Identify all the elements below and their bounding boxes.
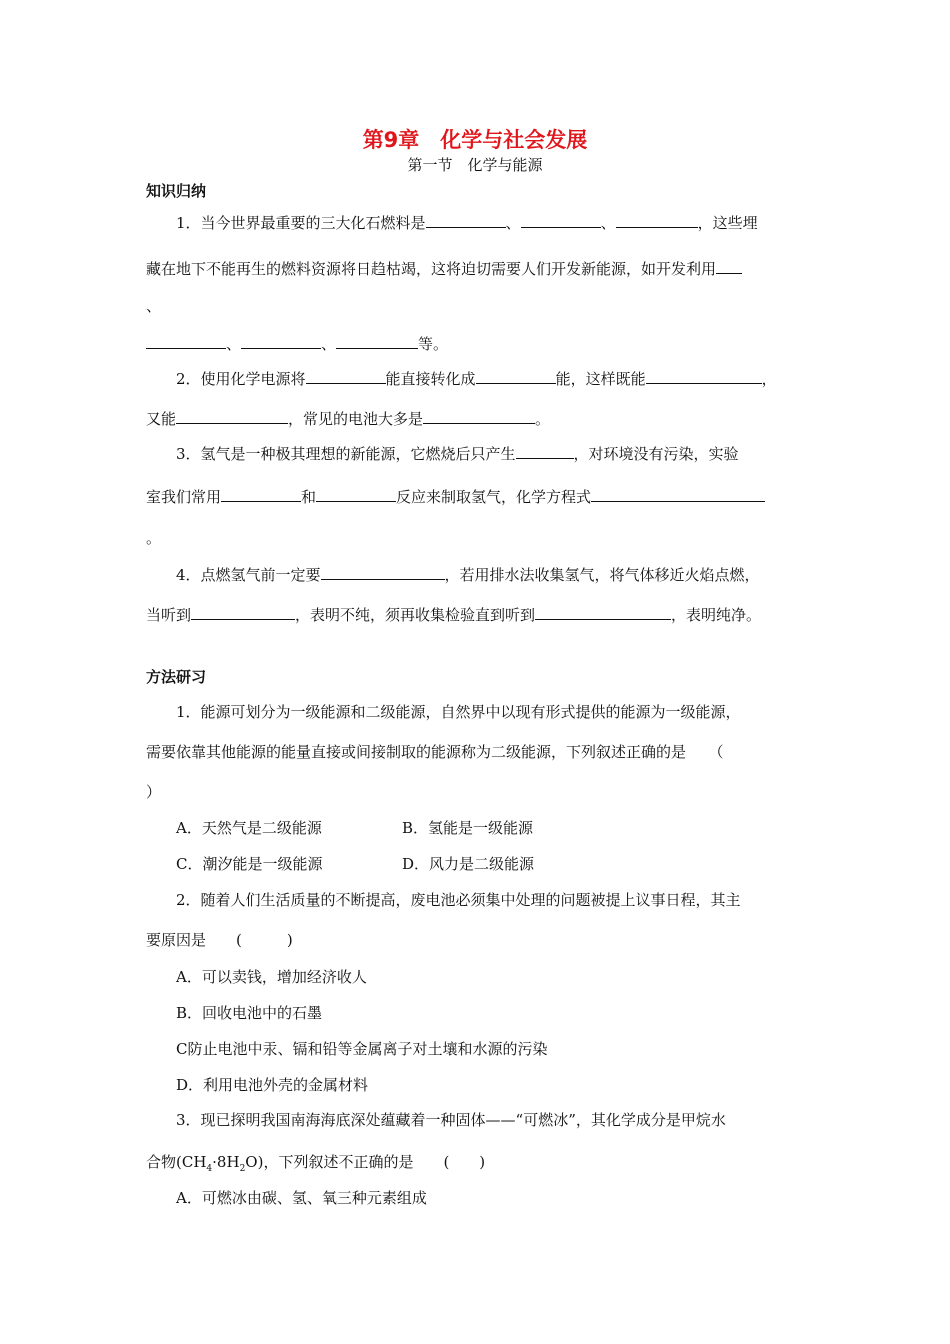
blank[interactable] — [591, 486, 765, 502]
section-subtitle: 第一节 化学与能源 — [407, 156, 543, 174]
blank[interactable] — [146, 333, 226, 349]
blank[interactable] — [616, 212, 698, 228]
k2-line2: 又能 ，常见的电池大多是 。 — [146, 410, 551, 428]
blank[interactable] — [426, 212, 506, 228]
k3-line3: 。 — [146, 529, 162, 547]
blank[interactable] — [423, 408, 535, 424]
blank[interactable] — [516, 443, 574, 459]
m1-line2: 需要依靠其他能源的能量直接或间接制取的能源称为二级能源，下列叙述正确的是 （ — [146, 743, 724, 761]
k2-line1: 2．使用化学电源将 能直接转化成 能，这样既能 ， — [176, 370, 777, 388]
k1-line3: 、 — [146, 297, 162, 315]
m3-line1: 3．现已探明我国南海海底深处蕴藏着一种固体——“可燃冰”，其化学成分是甲烷水 — [176, 1111, 726, 1129]
blank[interactable] — [521, 212, 601, 228]
blank[interactable] — [646, 368, 762, 384]
blank[interactable] — [321, 564, 445, 580]
m3-option-a[interactable]: A．可燃冰由碳、氢、氧三种元素组成 — [176, 1189, 427, 1207]
k4-line1: 4．点燃氢气前一定要 ，若用排水法收集氢气，将气体移近火焰点燃， — [176, 566, 760, 584]
m1-option-b[interactable]: B．氢能是一级能源 — [402, 819, 534, 837]
m2-option-d[interactable]: D．利用电池外壳的金属材料 — [176, 1076, 369, 1094]
m1-option-d[interactable]: D．风力是二级能源 — [402, 855, 535, 873]
blank[interactable] — [241, 333, 321, 349]
blank[interactable] — [476, 368, 556, 384]
heading-method-study: 方法研习 — [146, 668, 207, 686]
m3-line2: 合物$(CH_4\cdot 8H_2O)$，下列叙述不正确的是 ( ) — [146, 1153, 486, 1174]
blank[interactable] — [221, 486, 301, 502]
blank[interactable] — [535, 604, 671, 620]
m2-line1: 2．随着人们生活质量的不断提高，废电池必须集中处理的问题被提上议事日程，其主 — [176, 891, 741, 909]
blank[interactable] — [336, 333, 418, 349]
m2-option-c[interactable]: C防止电池中汞、镉和铅等金属离子对土壤和水源的污染 — [176, 1040, 548, 1058]
blank[interactable] — [716, 258, 742, 274]
m1-option-a[interactable]: A．天然气是二级能源 — [176, 819, 322, 837]
k3-line1: 3．氢气是一种极其理想的新能源，它燃烧后只产生 ，对环境没有污染，实验 — [176, 445, 739, 463]
blank[interactable] — [191, 604, 295, 620]
blank[interactable] — [176, 408, 288, 424]
k1-line4: 、 、 等。 — [146, 333, 448, 354]
m2-option-a[interactable]: A．可以卖钱，增加经济收人 — [176, 968, 367, 986]
m1-line3: ） — [146, 783, 162, 801]
k1-line2: 藏在地下不能再生的燃料资源将日趋枯竭，这将迫切需要人们开发新能源，如开发利用 — [146, 258, 742, 279]
k1-line1: 1．当今世界最重要的三大化石燃料是 、 、 ，这些埋 — [176, 214, 758, 232]
m1-option-c[interactable]: C．潮汐能是一级能源 — [176, 855, 323, 873]
m1-line1: 1．能源可划分为一级能源和二级能源，自然界中以现有形式提供的能源为一级能源， — [176, 703, 741, 721]
m2-line2: 要原因是 ( ) — [146, 931, 293, 949]
heading-knowledge-summary: 知识归纳 — [146, 182, 207, 200]
chapter-title: 第9章 化学与社会发展 — [362, 128, 588, 152]
k3-line2: 室我们常用 和 反应来制取氢气，化学方程式 — [146, 486, 765, 507]
m2-option-b[interactable]: B．回收电池中的石墨 — [176, 1004, 323, 1022]
k4-line2: 当听到 ，表明不纯，须再收集检验直到听到 ，表明纯净。 — [146, 606, 762, 624]
blank[interactable] — [306, 368, 386, 384]
blank[interactable] — [316, 486, 396, 502]
